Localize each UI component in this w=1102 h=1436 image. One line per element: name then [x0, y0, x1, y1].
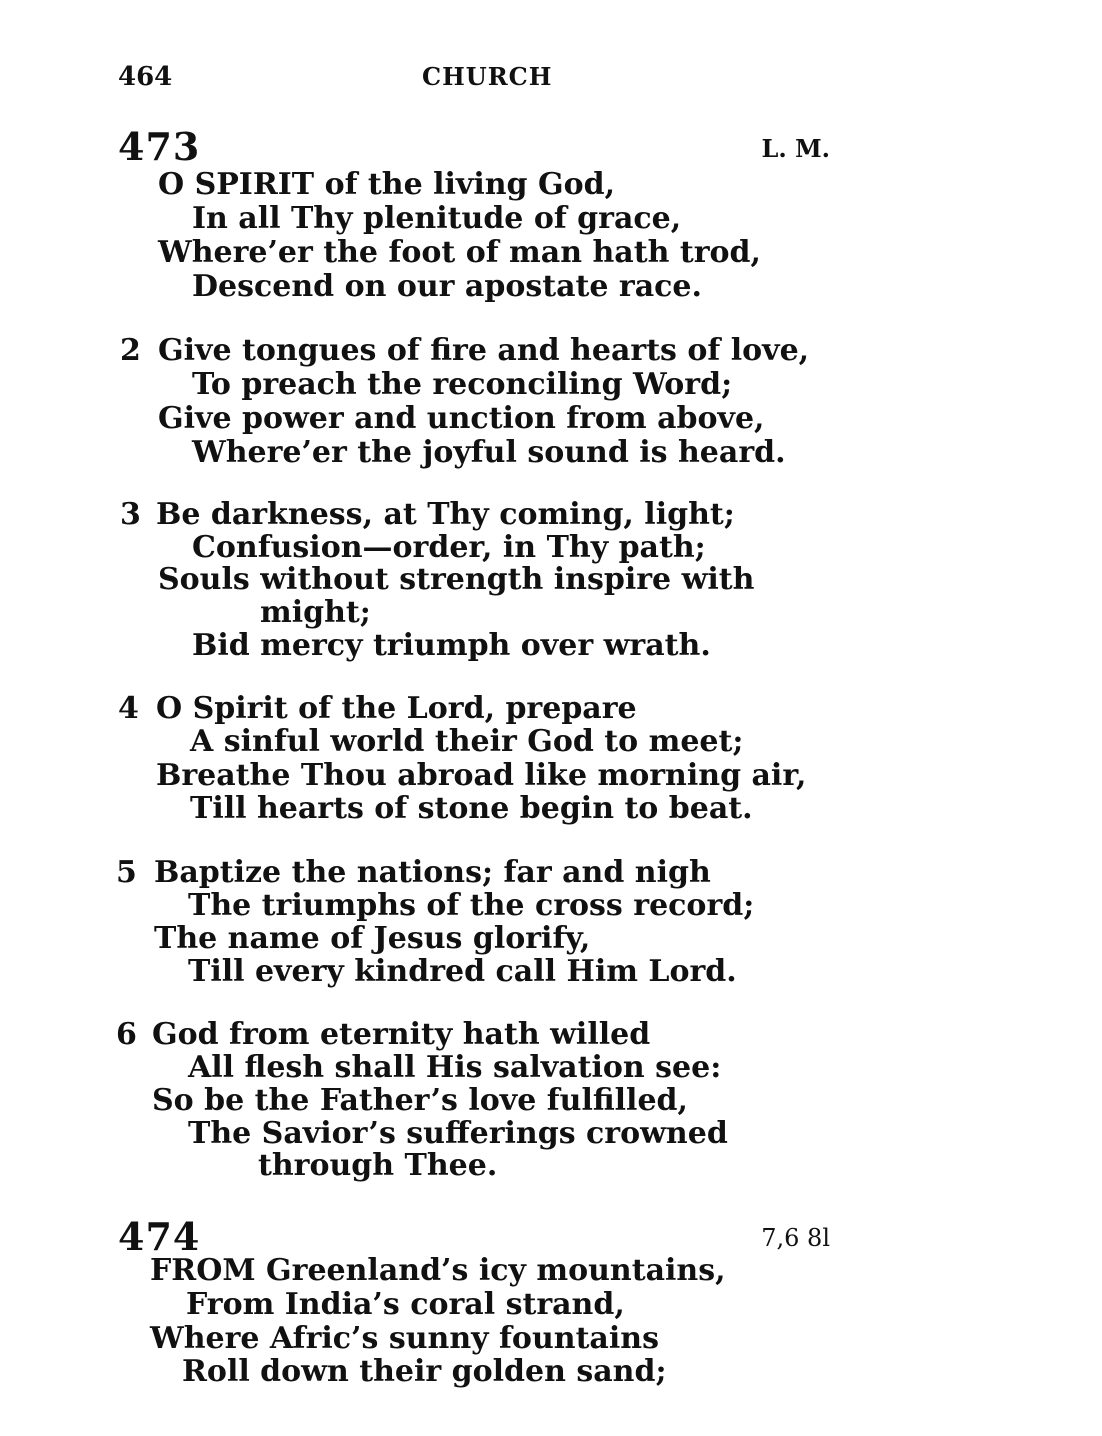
- verse-line: Till hearts of stone begin to beat.: [190, 791, 753, 826]
- page-number: 464: [118, 62, 173, 92]
- verse-line: Confusion—order, in Thy path;: [192, 530, 706, 565]
- verse-line: Where’er the foot of man hath trod,: [158, 235, 761, 270]
- hymn-number: 473: [118, 124, 201, 169]
- verse-line: The Savior’s sufferings crowned: [188, 1116, 728, 1151]
- section-title: CHURCH: [422, 62, 553, 91]
- verse-line: Be darkness, at Thy coming, light;: [156, 497, 735, 532]
- verse-line: To preach the reconciling Word;: [192, 367, 733, 402]
- stanza-number: 4: [118, 691, 139, 726]
- verse-line: In all Thy plenitude of grace,: [192, 201, 682, 236]
- verse-line: O SPIRIT of the living God,: [158, 167, 616, 202]
- stanza-number: 2: [120, 333, 141, 368]
- verse-line: The triumphs of the cross record;: [188, 888, 755, 923]
- verse-line: FROM Greenland’s icy mountains,: [150, 1253, 726, 1288]
- verse-line: Baptize the nations; far and nigh: [154, 855, 711, 890]
- stanza-number: 3: [120, 497, 141, 532]
- verse-line: A sinful world their God to meet;: [190, 724, 744, 759]
- hymn-meter: 7,6 8l: [761, 1224, 830, 1252]
- verse-line: Give tongues of fire and hearts of love,: [158, 333, 810, 368]
- verse-line: Where Afric’s sunny fountains: [150, 1321, 659, 1356]
- hymn-number: 474: [118, 1214, 201, 1259]
- verse-line: Give power and unction from above,: [158, 401, 765, 436]
- verse-line: Breathe Thou abroad like morning air,: [156, 758, 807, 793]
- verse-line: might;: [260, 595, 371, 630]
- verse-line: through Thee.: [258, 1148, 498, 1183]
- verse-line: Souls without strength inspire with: [158, 562, 755, 597]
- verse-line: O Spirit of the Lord, prepare: [156, 691, 637, 726]
- verse-line: So be the Father’s love fulfilled,: [152, 1083, 688, 1118]
- running-head: [118, 62, 558, 102]
- verse-line: All flesh shall His salvation see:: [188, 1050, 722, 1085]
- stanza-number: 5: [116, 855, 137, 890]
- verse-line: Till every kindred call Him Lord.: [188, 954, 737, 989]
- verse-line: Descend on our apostate race.: [192, 269, 702, 304]
- hymn-meter: L. M.: [761, 134, 830, 163]
- verse-line: God from eternity hath willed: [152, 1017, 651, 1052]
- verse-line: Roll down their golden sand;: [182, 1354, 667, 1389]
- verse-line: From India’s coral strand,: [186, 1287, 625, 1322]
- verse-line: The name of Jesus glorify,: [154, 921, 591, 956]
- verse-line: Bid mercy triumph over wrath.: [192, 628, 711, 663]
- verse-line: Where’er the joyful sound is heard.: [192, 435, 786, 470]
- stanza-number: 6: [116, 1017, 137, 1052]
